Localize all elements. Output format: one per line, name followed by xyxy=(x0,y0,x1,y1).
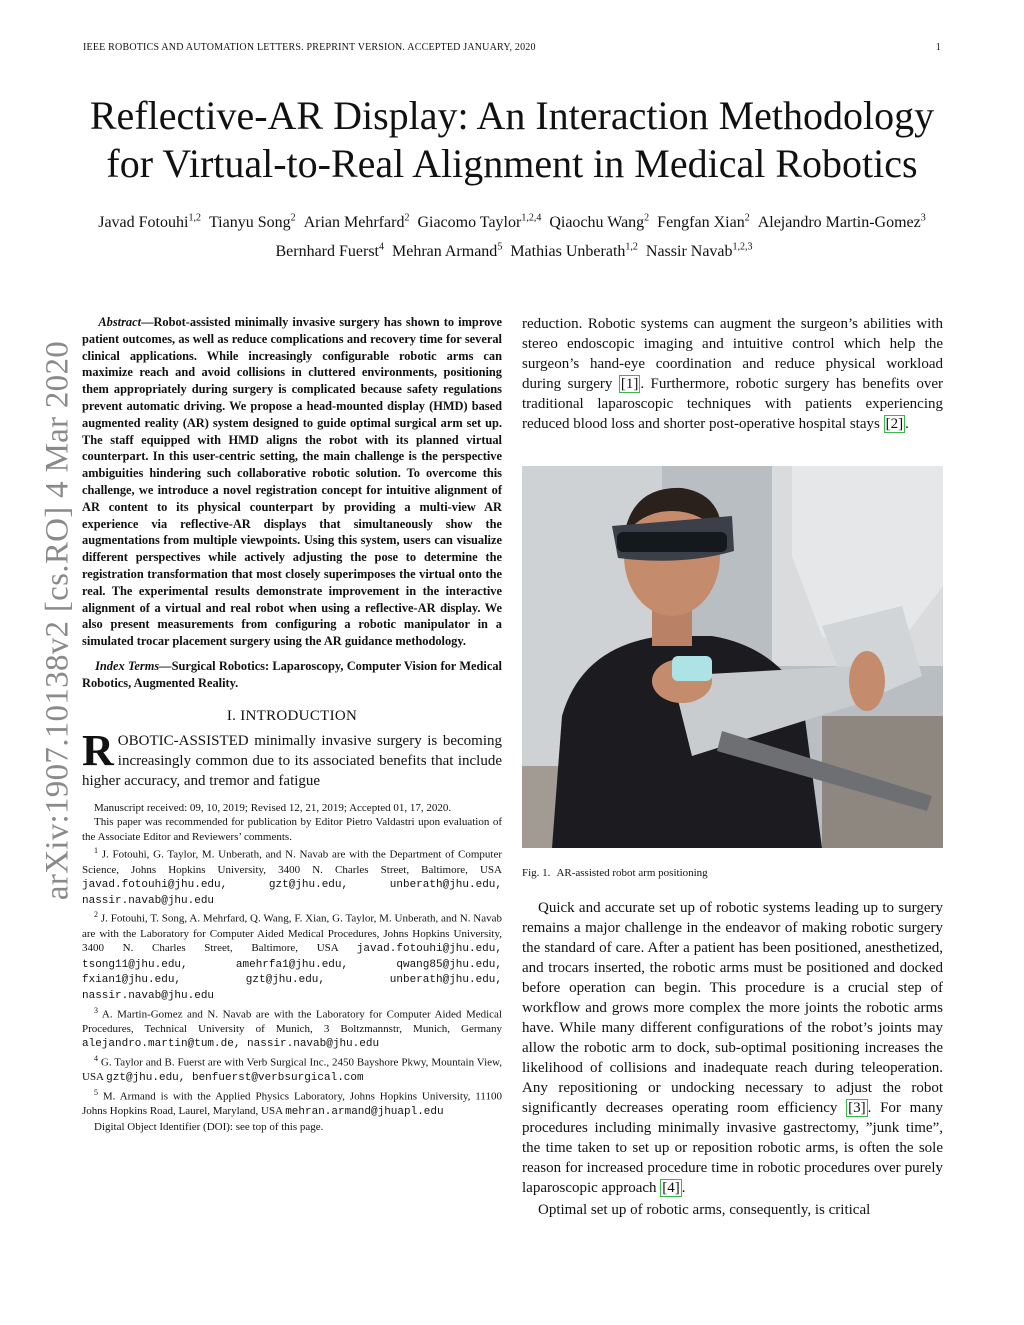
author: Giacomo Taylor$^{1,2,4}$ xyxy=(417,213,542,232)
intro-text: minimally invasive surgery is becoming increasingly common due to its associated benefits that include higher accuracy, and tremor and fatigue xyxy=(82,732,502,789)
left-column xyxy=(82,314,502,1134)
footnote-affiliation-5: $^5$ M. Armand is with the Applied Physics Laboratory, Johns Hopkins University, 11100 Johns Hopkins Road, Laurel, Maryland, USA mehran.armand@jhuapl.edu xyxy=(82,1087,502,1119)
author: Nassir Navab$^{1,2,3}$ xyxy=(645,241,753,260)
footnote-affiliation-2: $^2$ J. Fotouhi, T. Song, A. Mehrfard, Q. Wang, F. Xian, G. Taylor, M. Unberath, and N. Navab are with the Laboratory for Computer Aided Medical Procedures, Johns Hopkins University, 3400 N. Charles Street, Baltimore, USA javad.fotouhi@jhu.edu, tsong11@jhu.edu, amehrfa1@jhu.edu, qwang85@jhu.edu, fxian1@jhu.edu, gzt@jhu.edu, unberath@jhu.edu, nassir.navab@jhu.edu xyxy=(82,910,502,1002)
author: Mehran Armand$^5$ xyxy=(392,241,503,260)
running-header xyxy=(83,42,941,58)
author: Alejandro Martin-Gomez$^3$ xyxy=(757,213,926,232)
paragraph-optimal-setup: Optimal set up of robotic arms, consequently, is critical xyxy=(538,1202,871,1218)
intro-caps: OBOTIC-ASSISTED xyxy=(117,732,249,749)
author: Tianyu Song$^2$ xyxy=(208,213,296,232)
footnote-affiliation-4: $^4$ G. Taylor and B. Fuerst are with Verb Surgical Inc., 2450 Bayshore Pkwy, Mountain View, USA gzt@jhu.edu, benfuerst@verbsurgical.com xyxy=(82,1054,502,1085)
author: Mathias Unberath$^{1,2}$ xyxy=(510,241,638,260)
citation-link-1[interactable]: [1] xyxy=(620,376,639,392)
page-number: 1 xyxy=(935,42,941,53)
abstract xyxy=(82,314,502,650)
figure-illustration xyxy=(522,466,943,848)
footnote-affiliation-1: $^1$ J. Fotouhi, G. Taylor, M. Unberath, and N. Navab are with the Department of Computer Science, Johns Hopkins University, 3400 N. Charles Street, Baltimore, USA javad.fotouhi@jhu.edu, gzt@jhu.edu, unberath@jhu.edu, nassir.navab@jhu.edu xyxy=(82,846,502,907)
figure-caption-text: AR-assisted robot arm positioning xyxy=(556,867,708,879)
footnote-received: Manuscript received: 09, 10, 2019; Revised 12, 21, 2019; Accepted 01, 17, 2020. xyxy=(94,801,452,814)
index-terms-text: —Surgical Robotics: Laparoscopy, Computer Vision for Medical Robotics, Augmented Reality. xyxy=(82,658,502,690)
section-heading-introduction: I. INTRODUCTION xyxy=(226,707,358,724)
figure-label: Fig. 1. xyxy=(522,867,551,879)
paper-title xyxy=(70,92,954,188)
footnote-editor: This paper was recommended for publication by Editor Pietro Valdastri upon evaluation of the Associate Editor and Reviewers’ comments. xyxy=(82,816,502,843)
title-line-2: for Virtual-to-Real Alignment in Medical Robotics xyxy=(106,141,918,186)
author-list xyxy=(80,207,944,264)
citation-link-3[interactable]: [3] xyxy=(848,1100,866,1116)
index-terms-label: Index Terms xyxy=(95,658,160,673)
person-hand-right xyxy=(849,651,885,711)
paragraph-setup: Quick and accurate set up of robotic systems leading up to surgery remains a major challenge in the endeavor of making robotic surgery the standard of care. After a patient has been positioned, anesthetized, and trocars inserted, the robotic arms must be positioned and docked before operation can begin. This procedure is a crucial step of workflow and grows more complex the more joints the robotic arms have. While many different configurations of the robot’s joints may allow the robotic arm to dock, sub-optimal positioning increases the likelihood of collisions and inadequate reach during teleoperation. Any repositioning or undocking necessary to adjust the robot significantly decreases operating room efficiency [3] . For many procedures including minimally invasive gastrectomy, ”junk time”, the time taken to set up or reposition robotic arms, is often the sole reason for increased procedure time in robotic procedures over purely laparoscopic approach [4] . xyxy=(522,900,943,1196)
abstract-label: Abstract xyxy=(98,315,142,329)
citation-link-4[interactable]: [4] xyxy=(662,1180,680,1196)
introduction-paragraph xyxy=(82,725,502,791)
author: Bernhard Fuerst$^4$ xyxy=(275,241,384,260)
figure-photo xyxy=(522,466,943,848)
index-terms xyxy=(82,658,502,692)
title-line-1: Reflective-AR Display: An Interaction Methodology xyxy=(89,93,935,138)
author: Javad Fotouhi$^{1,2}$ xyxy=(98,213,201,232)
abstract-text: —Robot-assisted minimally invasive surgery has shown to improve patient outcomes, as well as reduce complications and recovery time for several clinical applications. While increasingly configurable robotic arms can maximize reach and avoid collisions in cluttered environments, positioning them appropriately during surgery is complicated because safety regulations prevent automatic driving. We propose a head-mounted display (HMD) based augmented reality (AR) system designed to guide optimal surgical arm set up. The staff equipped with HMD aligns the robot with its planned virtual counterpart. In this user-centric setting, the main challenge is the perspective ambiguities hindering such collaborative robotic solution. To overcome this challenge, we introduce a novel registration concept for intuitive alignment of AR content to its physical counterpart by providing a multi-view AR experience via reflective-AR displays that simultaneously show the augmentations from multiple viewpoints. Using this system, users can visualize different perspectives while actively adjusting the pose to determine the registration transformation that most closely superimposes the virtual onto the real. The experimental results demonstrate improvement in the interactive alignment of a virtual and real robot when using a reflective-AR display. We also present measurements from configuring a robotic manipulator in a simulated trocar placement surgery using the AR guidance methodology. xyxy=(82,315,502,649)
footnotes xyxy=(82,801,502,1135)
paragraph-continued: reduction. Robotic systems can augment the surgeon’s abilities with stereo endoscopic imaging and intuitive control which help the surgeon’s hand-eye coordination and reduce physical workload during surgery [1] . Furthermore, robotic surgery has benefits over traditional laparoscopic techniques with patients experiencing reduced blood loss and shorter post-operative hospital stays [2] . xyxy=(522,316,943,432)
author: Arian Mehrfard$^2$ xyxy=(303,213,410,232)
author: Fengfan Xian$^2$ xyxy=(657,213,750,232)
footnote-doi: Digital Object Identifier (DOI): see top of this page. xyxy=(94,1120,324,1133)
right-column xyxy=(522,314,943,1220)
drop-cap: R xyxy=(82,725,114,775)
citation-link-2[interactable]: [2] xyxy=(885,416,904,432)
author: Qiaochu Wang$^2$ xyxy=(549,213,650,232)
running-header-text: IEEE ROBOTICS AND AUTOMATION LETTERS. PREPRINT VERSION. ACCEPTED JANUARY, 2020 xyxy=(83,42,536,53)
arxiv-stamp-text: arXiv:1907.10138v2 [cs.RO] 4 Mar 2020 xyxy=(39,340,76,901)
footnote-affiliation-3: $^3$ A. Martin-Gomez and N. Navab are with the Laboratory for Computer Aided Medical Procedures, Technical University of Munich, 3 Boltzmannstr, Munich, Germany alejandro.martin@tum.de, nassir.navab@jhu.edu xyxy=(82,1005,502,1051)
figure-caption xyxy=(522,866,943,880)
